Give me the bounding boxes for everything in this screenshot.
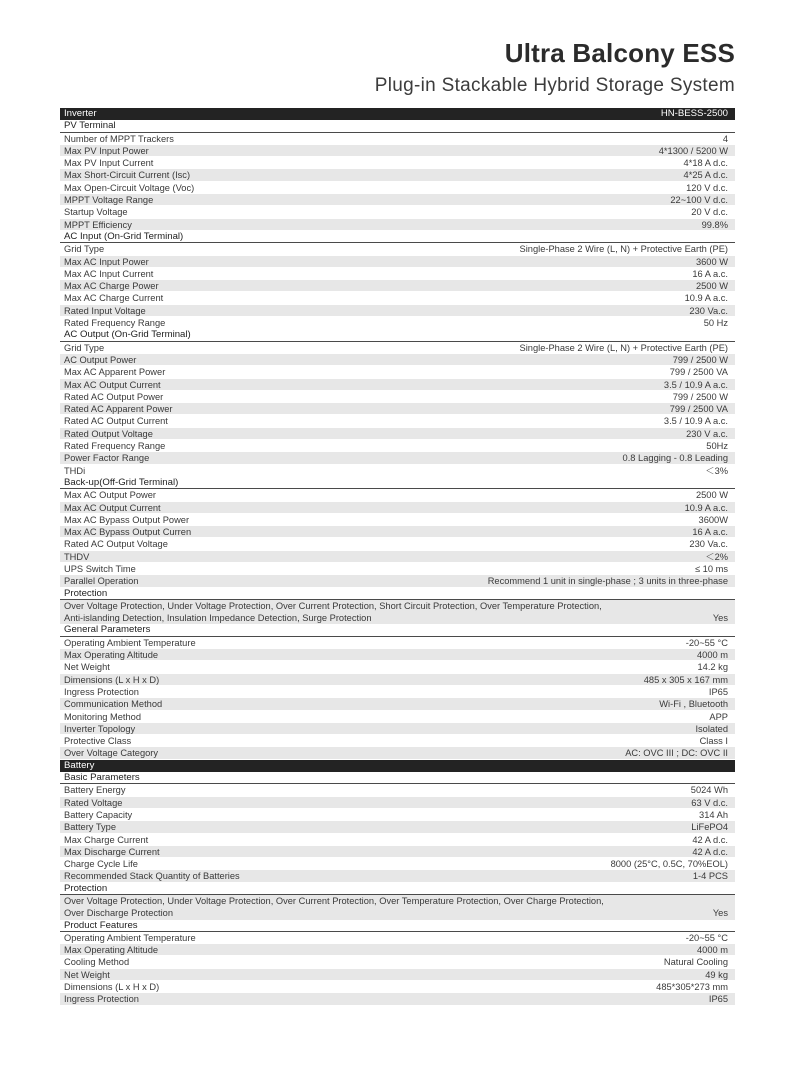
spec-label: Power Factor Range <box>64 453 150 464</box>
spec-row <box>60 674 735 686</box>
spec-value: 49 kg <box>705 969 728 980</box>
spec-value: 99.8% <box>701 219 728 230</box>
spec-label: Max Operating Altitude <box>64 945 159 956</box>
spec-row <box>60 268 735 280</box>
spec-value: 4*1300 / 5200 W <box>658 145 728 156</box>
spec-row <box>60 391 735 403</box>
protection-block <box>60 600 735 625</box>
subsection-title: General Parameters <box>60 624 735 636</box>
section-header <box>60 108 735 120</box>
spec-value: 16 A a.c. <box>692 268 728 279</box>
subsection-title: AC Input (On-Grid Terminal) <box>60 231 735 243</box>
spec-value: 2500 W <box>695 281 728 292</box>
spec-value: IP65 <box>708 994 728 1005</box>
spec-value: 10.9 A a.c. <box>684 502 728 513</box>
spec-value: 485*305*273 mm <box>656 982 728 993</box>
spec-row <box>60 981 735 993</box>
spec-label: Max AC Apparent Power <box>64 367 166 378</box>
spec-label: Ingress Protection <box>64 994 139 1005</box>
spec-value: Recommend 1 unit in single-phase ; 3 units in three-phase <box>487 576 728 587</box>
spec-value: 63 V d.c. <box>691 797 728 808</box>
spec-value: 230 Va.c. <box>689 305 728 316</box>
spec-row <box>60 858 735 870</box>
spec-label: Max Charge Current <box>64 834 149 845</box>
spec-value: 120 V d.c. <box>686 182 728 193</box>
spec-row <box>60 415 735 427</box>
spec-row <box>60 686 735 698</box>
spec-value: AC: OVC III ; DC: OVC II <box>625 748 728 759</box>
spec-value: 230 Va.c. <box>689 539 728 550</box>
spec-value: 10.9 A a.c. <box>684 293 728 304</box>
spec-row <box>60 256 735 268</box>
spec-label: Inverter Topology <box>64 723 136 734</box>
spec-label: Dimensions (L x H x D) <box>64 982 160 993</box>
spec-label: Max Discharge Current <box>64 846 160 857</box>
spec-value: 50 Hz <box>703 318 728 329</box>
spec-row <box>60 649 735 661</box>
spec-row <box>60 440 735 452</box>
subsection-title: Product Features <box>60 920 735 932</box>
spec-value: 0.8 Lagging - 0.8 Leading <box>622 453 728 464</box>
spec-row <box>60 637 735 649</box>
section-header-label: Inverter <box>64 108 97 119</box>
spec-label: Rated AC Output Current <box>64 416 168 427</box>
spec-value: ＜3% <box>705 465 728 476</box>
spec-label: Max AC Input Power <box>64 256 149 267</box>
spec-value: 1-4 PCS <box>692 871 728 882</box>
section-header <box>60 760 735 772</box>
spec-row <box>60 944 735 956</box>
spec-value: Natural Cooling <box>663 957 728 968</box>
spec-label: Grid Type <box>64 342 105 353</box>
spec-row <box>60 834 735 846</box>
spec-label: Rated AC Apparent Power <box>64 404 173 415</box>
spec-row <box>60 219 735 231</box>
spec-row <box>60 489 735 501</box>
spec-row <box>60 502 735 514</box>
spec-label: Rated Voltage <box>64 797 123 808</box>
spec-value: 16 A a.c. <box>692 527 728 538</box>
spec-label: UPS Switch Time <box>64 563 136 574</box>
spec-value: 8000 (25°C, 0.5C, 70%EOL) <box>610 859 728 870</box>
spec-row <box>60 145 735 157</box>
spec-row <box>60 870 735 882</box>
spec-label: Net Weight <box>64 969 110 980</box>
spec-label: Charge Cycle Life <box>64 859 138 870</box>
spec-label: Protective Class <box>64 736 132 747</box>
spec-row <box>60 292 735 304</box>
spec-row <box>60 169 735 181</box>
spec-label: MPPT Efficiency <box>64 219 132 230</box>
spec-label: Max PV Input Current <box>64 158 154 169</box>
spec-row <box>60 452 735 464</box>
spec-label: Max AC Bypass Output Power <box>64 514 190 525</box>
spec-label: Rated Frequency Range <box>64 441 166 452</box>
spec-value: APP <box>709 711 728 722</box>
spec-value: 2500 W <box>695 490 728 501</box>
spec-row <box>60 538 735 550</box>
spec-row <box>60 797 735 809</box>
section-header-label: Battery <box>64 759 95 771</box>
spec-label: Max AC Charge Power <box>64 281 159 292</box>
spec-label: Max AC Output Current <box>64 502 161 513</box>
spec-value: Class I <box>699 736 728 747</box>
protection-value: Yes <box>712 613 728 624</box>
spec-value: 14.2 kg <box>697 662 728 673</box>
spec-label: Operating Ambient Temperature <box>64 637 196 648</box>
spec-row <box>60 280 735 292</box>
spec-value: 4*25 A d.c. <box>683 170 728 181</box>
spec-label: Max AC Output Power <box>64 490 156 501</box>
spec-label: Operating Ambient Temperature <box>64 932 196 943</box>
spec-label: Max AC Charge Current <box>64 293 164 304</box>
spec-row <box>60 182 735 194</box>
spec-value: 5024 Wh <box>690 785 728 796</box>
spec-row <box>60 354 735 366</box>
spec-label: Rated Output Voltage <box>64 428 153 439</box>
spec-value: 42 A d.c. <box>692 834 728 845</box>
spec-label: Over Voltage Category <box>64 748 159 759</box>
protection-value: Yes <box>712 908 728 919</box>
spec-value: 4000 m <box>696 945 728 956</box>
spec-label: Parallel Operation <box>64 576 139 587</box>
spec-row <box>60 932 735 944</box>
spec-value: 4*18 A d.c. <box>683 158 728 169</box>
spec-label: THDV <box>64 551 90 562</box>
spec-value: 485 x 305 x 167 mm <box>643 674 728 685</box>
protection-block <box>60 895 735 920</box>
protection-text: Anti-islanding Detection, Insulation Impedance Detection, Surge Protection <box>64 613 372 624</box>
spec-label: Max PV Input Power <box>64 145 149 156</box>
protection-text: Over Discharge Protection <box>64 908 174 919</box>
spec-label: MPPT Voltage Range <box>64 195 154 206</box>
spec-value: ≤ 10 ms <box>694 563 728 574</box>
spec-label: Rated Frequency Range <box>64 318 166 329</box>
spec-value: -20~55 °C <box>685 932 728 943</box>
spec-value: 799 / 2500 VA <box>669 367 728 378</box>
protection-line <box>60 895 735 907</box>
spec-label: Rated AC Output Power <box>64 391 164 402</box>
spec-label: Number of MPPT Trackers <box>64 133 174 144</box>
spec-row <box>60 956 735 968</box>
subsection-title: Back-up(Off-Grid Terminal) <box>60 477 735 489</box>
spec-label: Monitoring Method <box>64 711 141 722</box>
spec-value: Single-Phase 2 Wire (L, N) + Protective Earth (PE) <box>519 244 728 255</box>
spec-label: Startup Voltage <box>64 207 128 218</box>
spec-row <box>60 551 735 563</box>
spec-row <box>60 133 735 145</box>
spec-row <box>60 403 735 415</box>
spec-label: Rated AC Output Voltage <box>64 539 168 550</box>
spec-row <box>60 206 735 218</box>
spec-row <box>60 661 735 673</box>
spec-row <box>60 723 735 735</box>
spec-label: Net Weight <box>64 662 110 673</box>
spec-row <box>60 747 735 759</box>
subsection-title: AC Output (On-Grid Terminal) <box>60 329 735 341</box>
spec-value: 20 V d.c. <box>691 207 728 218</box>
page-subtitle: Plug-in Stackable Hybrid Storage System <box>374 75 735 96</box>
spec-value: 314 Ah <box>699 809 728 820</box>
spec-label: Max AC Input Current <box>64 268 154 279</box>
spec-label: Max Open-Circuit Voltage (Voc) <box>64 182 195 193</box>
protection-line <box>60 612 735 624</box>
spec-value: IP65 <box>708 686 728 697</box>
spec-label: Battery Type <box>64 822 117 833</box>
subsection-title: Protection <box>60 883 735 895</box>
section-header-model: HN-BESS-2500 <box>660 108 728 119</box>
spec-label: Max AC Bypass Output Curren <box>64 527 192 538</box>
spec-row <box>60 317 735 329</box>
page-title: Ultra Balcony ESS <box>504 38 735 68</box>
spec-row <box>60 342 735 354</box>
spec-row <box>60 698 735 710</box>
spec-row <box>60 243 735 255</box>
spec-label: Max AC Output Current <box>64 379 161 390</box>
spec-label: Battery Capacity <box>64 809 133 820</box>
spec-value: Wi-Fi , Bluetooth <box>659 699 728 710</box>
spec-value: Single-Phase 2 Wire (L, N) + Protective Earth (PE) <box>519 342 728 353</box>
spec-row <box>60 157 735 169</box>
spec-row <box>60 575 735 587</box>
spec-value: LiFePO4 <box>691 822 728 833</box>
subsection-title: PV Terminal <box>60 120 735 132</box>
spec-row <box>60 784 735 796</box>
spec-value: 3.5 / 10.9 A a.c. <box>663 416 728 427</box>
spec-row <box>60 821 735 833</box>
spec-value: ＜2% <box>705 551 728 562</box>
spec-label: Max Operating Altitude <box>64 650 159 661</box>
spec-value: 799 / 2500 W <box>672 354 728 365</box>
spec-label: Rated Input Voltage <box>64 305 146 316</box>
spec-label: Dimensions (L x H x D) <box>64 674 160 685</box>
spec-row <box>60 993 735 1005</box>
spec-table <box>60 108 735 1006</box>
spec-value: 799 / 2500 W <box>672 391 728 402</box>
spec-value: Isolated <box>695 723 728 734</box>
subsection-title: Protection <box>60 588 735 600</box>
spec-label: Ingress Protection <box>64 686 139 697</box>
spec-value: 4000 m <box>696 650 728 661</box>
spec-row <box>60 428 735 440</box>
spec-value: -20~55 °C <box>685 637 728 648</box>
spec-value: 230 V a.c. <box>686 428 728 439</box>
spec-value: 3.5 / 10.9 A a.c. <box>663 379 728 390</box>
spec-label: THDi <box>64 465 86 476</box>
spec-value: 4 <box>722 133 728 144</box>
spec-label: Max Short-Circuit Current (Isc) <box>64 170 191 181</box>
protection-text: Over Voltage Protection, Under Voltage Protection, Over Current Protection, Short Circuit Protection, Over Temperature Protection, <box>64 600 602 611</box>
spec-row <box>60 563 735 575</box>
spec-value: 22~100 V d.c. <box>670 195 728 206</box>
spec-row <box>60 305 735 317</box>
spec-value: 42 A d.c. <box>692 846 728 857</box>
subsection-title: Basic Parameters <box>60 772 735 784</box>
spec-row <box>60 711 735 723</box>
spec-row <box>60 526 735 538</box>
spec-row <box>60 969 735 981</box>
spec-label: Grid Type <box>64 244 105 255</box>
spec-value: 3600 W <box>695 256 728 267</box>
spec-value: 50Hz <box>706 441 728 452</box>
protection-line <box>60 600 735 612</box>
protection-line <box>60 907 735 919</box>
spec-label: Communication Method <box>64 699 163 710</box>
spec-label: Recommended Stack Quantity of Batteries <box>64 871 240 882</box>
spec-label: Cooling Method <box>64 957 130 968</box>
spec-row <box>60 379 735 391</box>
spec-row <box>60 514 735 526</box>
spec-row <box>60 809 735 821</box>
spec-row <box>60 194 735 206</box>
protection-text: Over Voltage Protection, Under Voltage Protection, Over Current Protection, Over Temperature Protection, Over Charge Protection, <box>64 896 604 906</box>
spec-row <box>60 735 735 747</box>
spec-row <box>60 846 735 858</box>
spec-value: 799 / 2500 VA <box>669 404 728 415</box>
spec-row <box>60 465 735 477</box>
spec-label: AC Output Power <box>64 354 137 365</box>
spec-row <box>60 366 735 378</box>
spec-label: Battery Energy <box>64 785 126 796</box>
spec-value: 3600W <box>698 514 728 525</box>
